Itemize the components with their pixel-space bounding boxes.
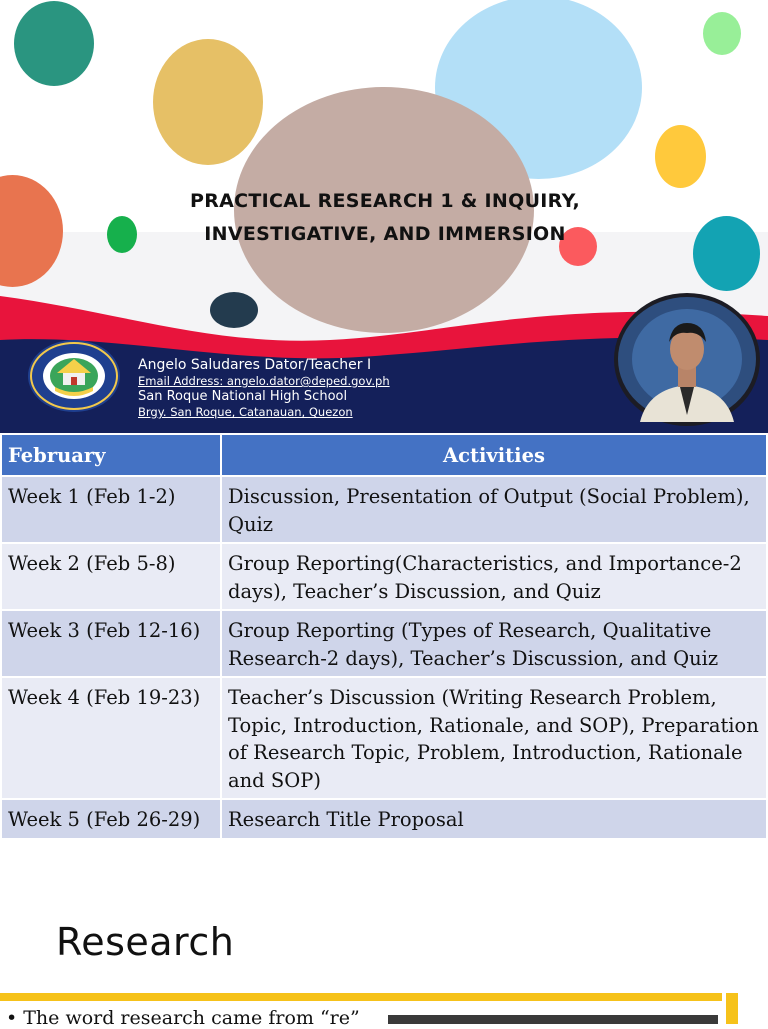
table-row [1, 610, 767, 677]
school-name: San Roque National High School [138, 389, 348, 404]
title-line-1: PRACTICAL RESEARCH 1 & INQUIRY, [189, 190, 581, 212]
week-cell: Week 1 (Feb 1-2) [1, 476, 221, 543]
author-name: Angelo Saludares Dator/Teacher I [138, 357, 372, 373]
teacher-photo [614, 293, 760, 426]
frame-top-border [0, 993, 722, 1001]
section-heading-research: Research [56, 920, 235, 964]
activity-cell: Discussion, Presentation of Output (Social Problem), Quiz [221, 476, 767, 543]
school-address: Brgy. San Roque, Catanauan, Quezon [138, 405, 353, 419]
research-image [388, 1015, 718, 1024]
table-row [1, 543, 767, 610]
week-cell: Week 5 (Feb 26-29) [1, 799, 221, 839]
research-content-frame [0, 993, 768, 1029]
banner-title [150, 185, 620, 251]
author-email-link[interactable]: Email Address: angelo.dator@deped.gov.ph [138, 374, 390, 388]
school-seal-logo [27, 339, 121, 413]
activity-cell: Group Reporting (Types of Research, Qualitative Research-2 days), Teacher’s Discussion, and Quiz [221, 610, 767, 677]
research-bullet-text: • The word research came from “re” [6, 1007, 360, 1029]
week-cell: Week 4 (Feb 19-23) [1, 677, 221, 799]
activity-cell: Research Title Proposal [221, 799, 767, 839]
header-activities: Activities [221, 434, 767, 476]
table-row [1, 677, 767, 799]
title-line-2: INVESTIGATIVE, AND IMMERSION [204, 223, 566, 245]
header-month: February [1, 434, 221, 476]
table-row [1, 476, 767, 543]
table-header-row [1, 434, 767, 476]
frame-right-border [726, 993, 738, 1024]
activity-cell: Teacher’s Discussion (Writing Research Problem, Topic, Introduction, Rationale, and SOP), Preparation of Research Topic, Problem, Introduction, Rationale and SOP) [221, 677, 767, 799]
week-cell: Week 2 (Feb 5-8) [1, 543, 221, 610]
february-schedule-table [0, 433, 768, 840]
activity-cell: Group Reporting(Characteristics, and Importance-2 days), Teacher’s Discussion, and Quiz [221, 543, 767, 610]
title-banner [0, 0, 768, 433]
table-row [1, 799, 767, 839]
week-cell: Week 3 (Feb 12-16) [1, 610, 221, 677]
author-info [138, 356, 390, 420]
